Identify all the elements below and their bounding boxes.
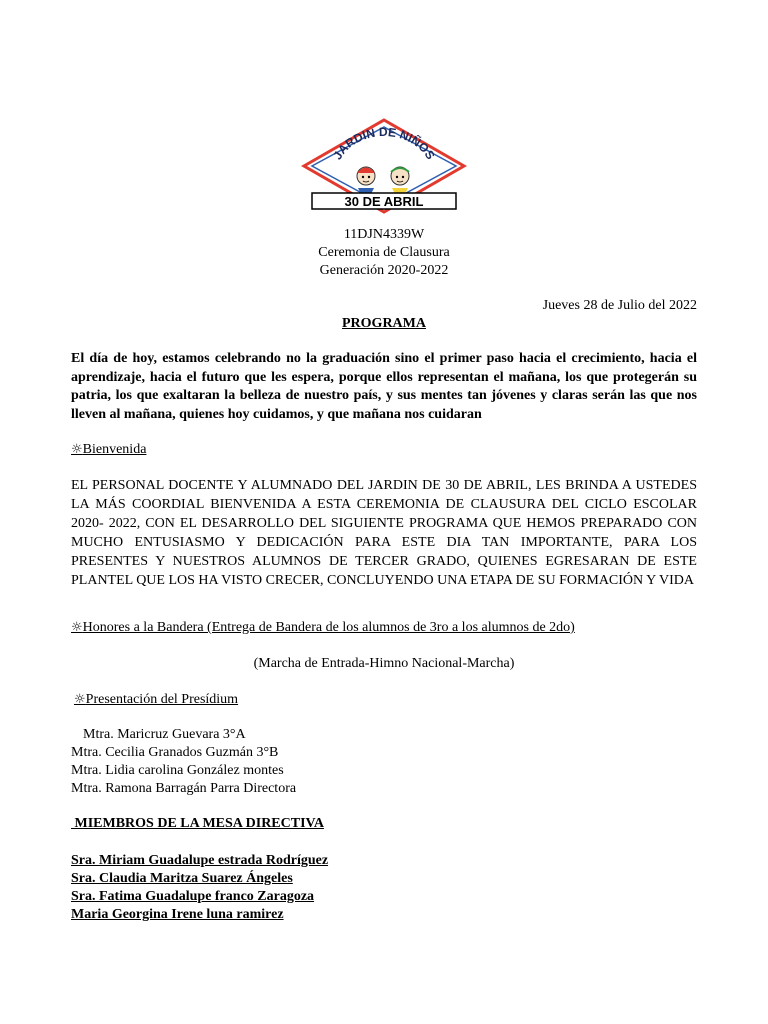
logo-text-bottom: 30 DE ABRIL <box>344 194 424 209</box>
bienvenida-text: EL PERSONAL DOCENTE Y ALUMNADO DEL JARDIN DE 30 DE ABRIL, LES BRINDA A USTEDES LA MÁS COORDIAL BIENVENIDA A ESTA CEREMONIA DE CLAUSURA DEL CICLO ESCOLAR 2020- 2022, CON EL DESARROLLO DEL SIGUIENTE PROGRAMA QUE HEMOS PREPARADO CON MUCHO ENTUSIASMO Y DEDICACIÓN PARA ESTE DIA TAN IMPORTANTE, PARA LOS PRESENTES Y NUESTROS ALUMNOS DE TERCER GRADO, QUIENES EGRESARAN DE ESTE PLANTEL QUE LOS HA VISTO CRECER, CONCLUYENDO UNA ETAPA DE SU FORMACIÓN Y VIDA <box>71 478 697 588</box>
event-name: Ceremonia de Clausura <box>318 245 450 260</box>
school-logo <box>300 118 468 214</box>
section-honores <box>71 620 575 636</box>
mesa-directiva-title: MIEMBROS DE LA MESA DIRECTIVA <box>71 816 324 831</box>
list-item: Sra. Claudia Maritza Suarez Ángeles <box>71 871 293 886</box>
section-presidium <box>74 692 238 708</box>
mesa-directiva-list <box>71 852 328 924</box>
event-date: Jueves 28 de Julio del 2022 <box>542 298 697 313</box>
list-item: Mtra. Lidia carolina González montes <box>71 763 284 778</box>
list-item: Mtra. Ramona Barragán Parra Directora <box>71 781 297 796</box>
school-code: 11DJN4339W <box>343 227 425 242</box>
section-bienvenida <box>71 442 146 458</box>
sun-icon: ☼ <box>71 620 83 635</box>
programa-title: PROGRAMA <box>342 316 426 331</box>
logo-graphic <box>300 118 468 214</box>
list-item: Sra. Miriam Guadalupe estrada Rodríguez <box>71 853 329 868</box>
sun-icon: ☼ <box>74 692 86 707</box>
list-item: Sra. Fatima Guadalupe franco Zaragoza <box>71 889 315 904</box>
sun-icon: ☼ <box>71 442 83 457</box>
presidium-list <box>71 726 296 798</box>
section-honores-title: Honores a la Bandera (Entrega de Bandera de los alumnos de 3ro a los alumnos de 2do) <box>82 620 575 635</box>
list-item: Maria Georgina Irene luna ramirez <box>71 907 284 922</box>
intro-paragraph: El día de hoy, estamos celebrando no la graduación sino el primer paso hacia el crecimiento, hacia el aprendizaje, hacia el futuro que les espera, porque ellos representan el mañana, los que protegerán su patria, los que exaltaran la belleza de nuestro país, y sus mentes tan jóvenes y claras serán las que nos lleven al mañana, quienes hoy cuidamos, y que mañana nos cuidaran <box>71 351 697 422</box>
list-item: Mtra. Maricruz Guevara 3°A <box>83 727 246 742</box>
honores-detail: (Marcha de Entrada-Himno Nacional-Marcha) <box>253 656 515 671</box>
section-bienvenida-title: Bienvenida <box>82 442 147 457</box>
section-presidium-title: Presentación del Presídium <box>85 692 239 707</box>
generation: Generación 2020-2022 <box>319 263 449 278</box>
logo-text-top: JARDIN DE NIÑOS <box>330 124 438 163</box>
list-item: Mtra. Cecilia Granados Guzmán 3°B <box>71 745 279 760</box>
